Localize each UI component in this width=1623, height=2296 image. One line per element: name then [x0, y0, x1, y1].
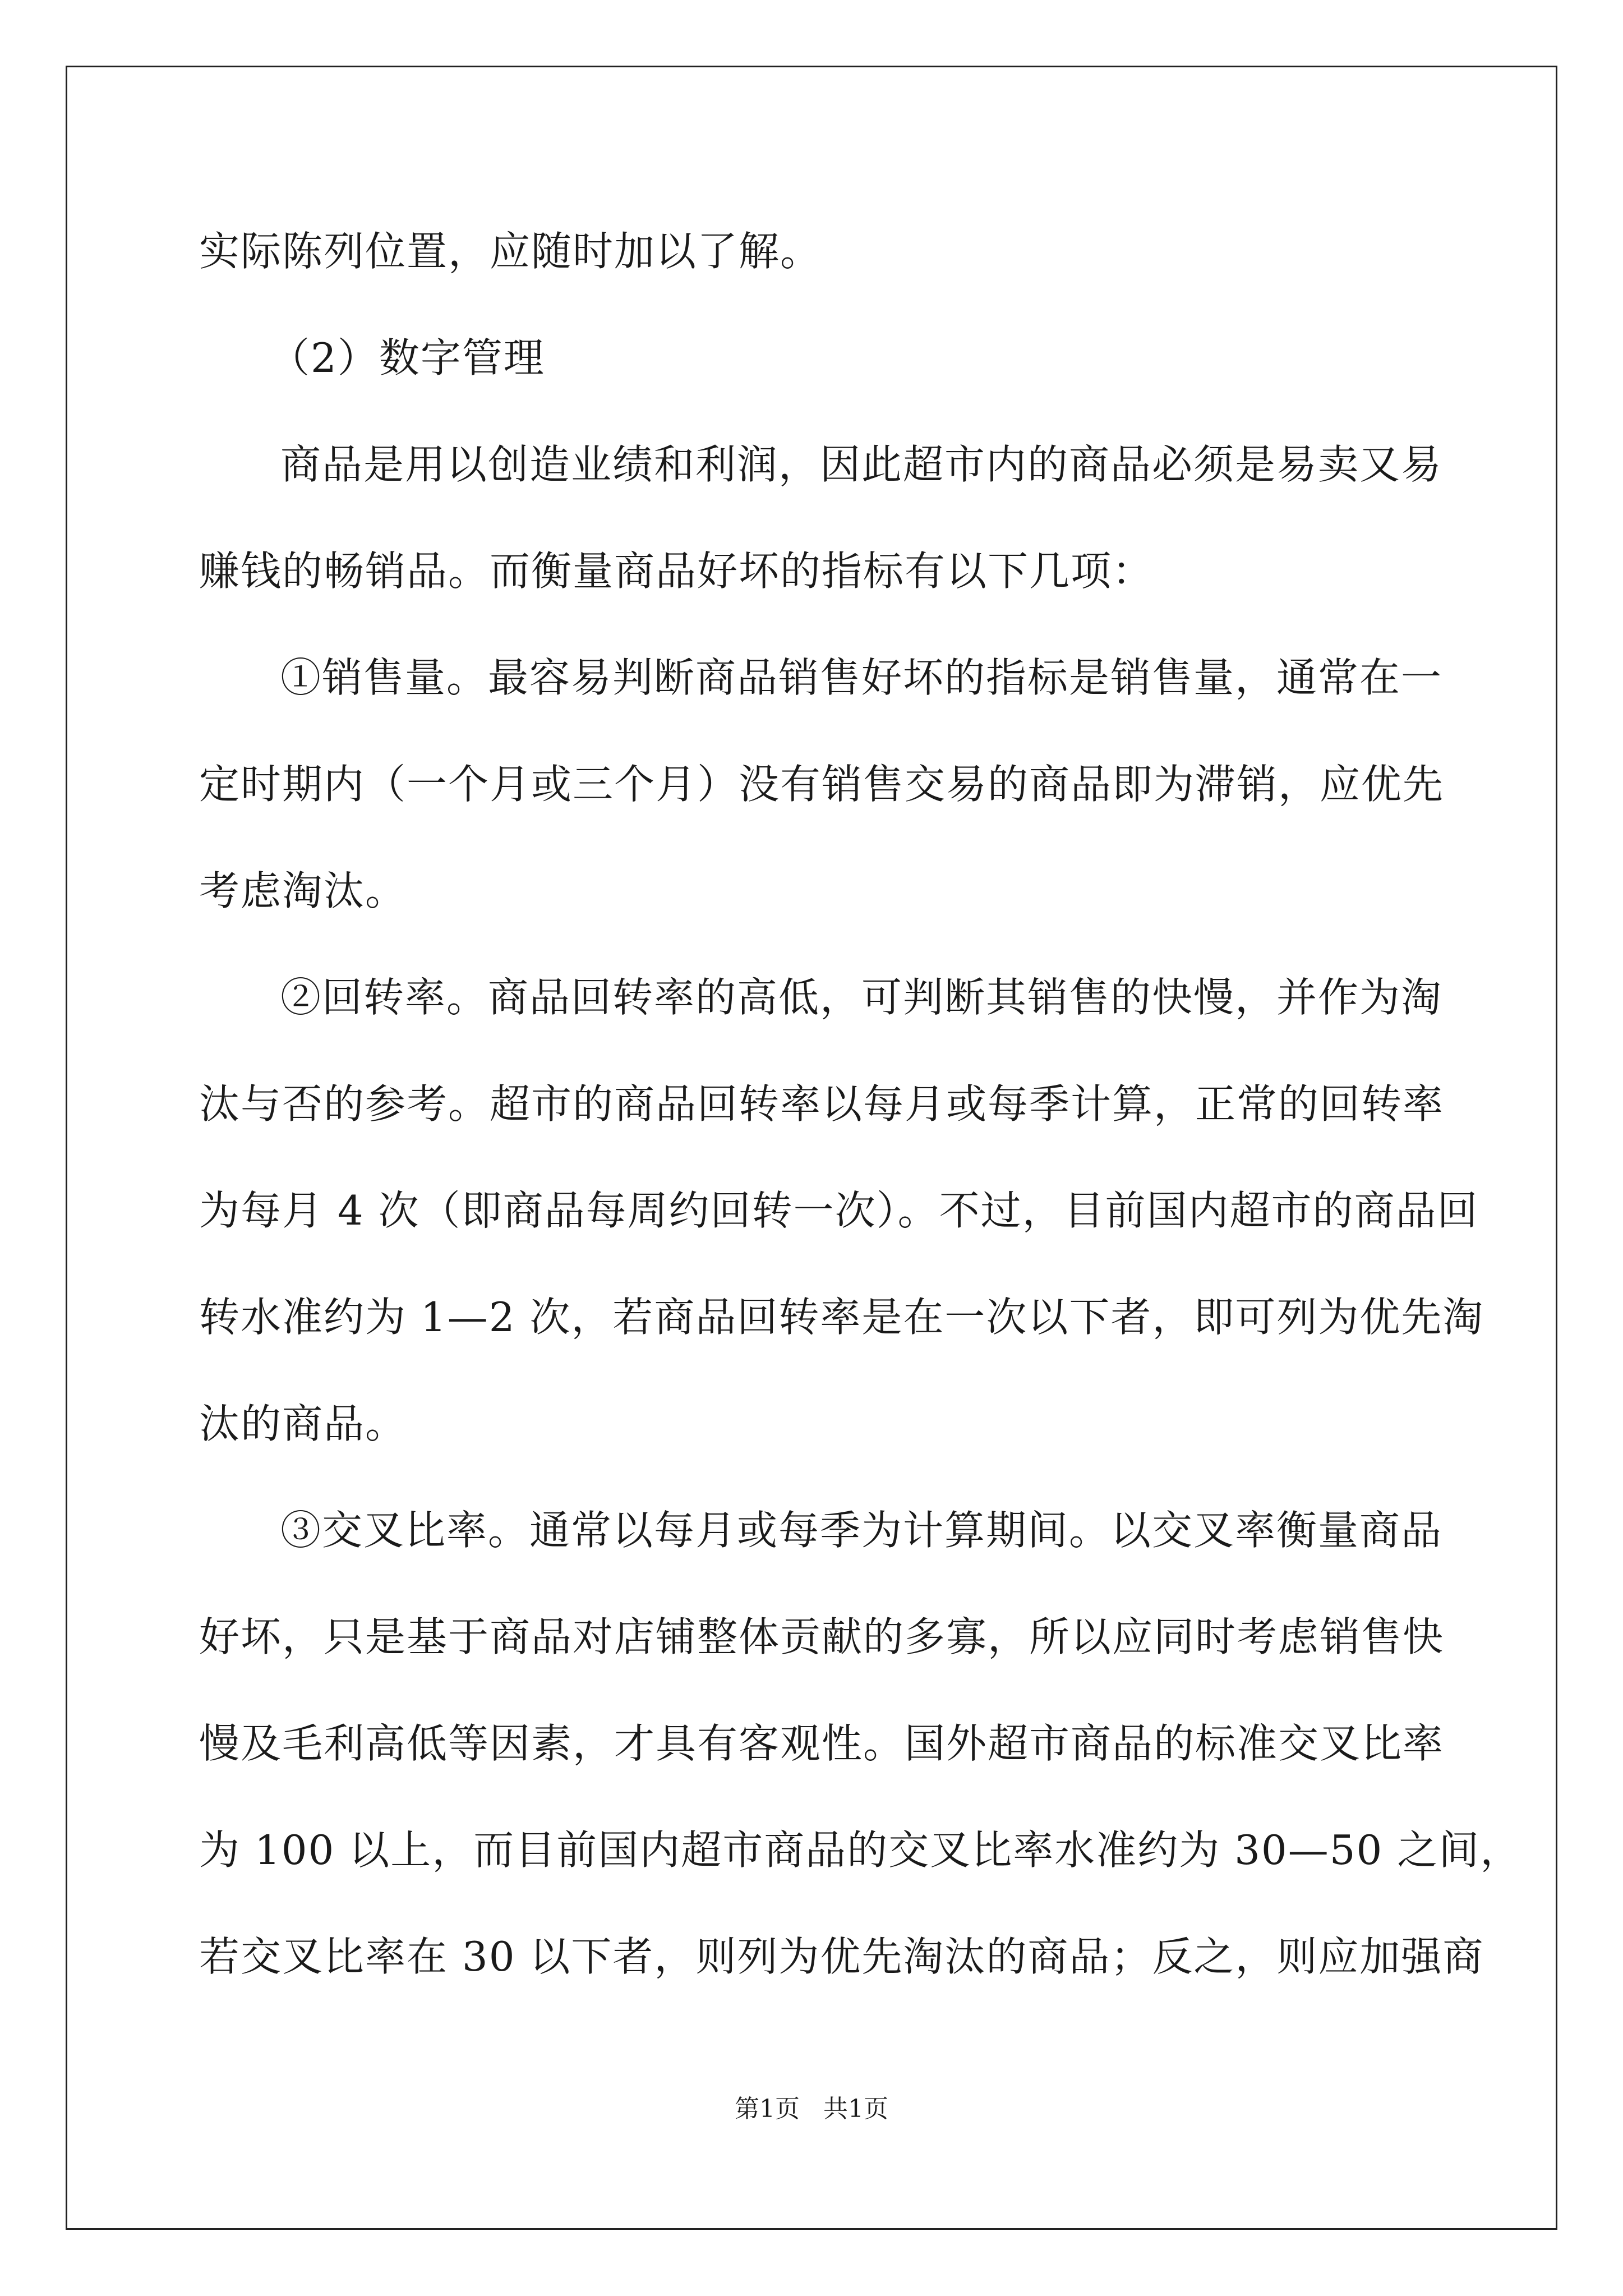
text-line: 实际陈列位置，应随时加以了解。 — [199, 228, 822, 275]
text-line: 考虑淘汰。 — [199, 867, 407, 914]
text-line: 慢及毛利高低等因素，才具有客观性。国外超市商品的标准交叉比率 — [199, 1720, 1445, 1767]
text-line: 赚钱的畅销品。而衡量商品好坏的指标有以下几项： — [199, 547, 1154, 595]
text-line: 汰的商品。 — [199, 1400, 407, 1447]
text-line: 若交叉比率在 30 以下者，则列为优先淘汰的商品；反之，则应加强商 — [199, 1933, 1484, 1980]
text-line: 好坏，只是基于商品对店铺整体贡献的多寡，所以应同时考虑销售快 — [199, 1613, 1445, 1660]
text-line: ②回转率。商品回转率的高低，可判断其销售的快慢，并作为淘 — [280, 974, 1443, 1021]
text-line: 为每月 4 次（即商品每周约回转一次）。不过，目前国内超市的商品回 — [199, 1187, 1479, 1234]
text-line: 转水准约为 1—2 次，若商品回转率是在一次以下者，即可列为优先淘 — [199, 1294, 1484, 1341]
text-line: 定时期内（一个月或三个月）没有销售交易的商品即为滞销，应优先 — [199, 761, 1445, 808]
text-line: 汰与否的参考。超市的商品回转率以每月或每季计算，正常的回转率 — [199, 1080, 1445, 1128]
text-line: ①销售量。最容易判断商品销售好坏的指标是销售量，通常在一 — [280, 654, 1443, 701]
page-footer: 第1页 共1页 — [735, 2095, 888, 2123]
text-line: 为 100 以上，而目前国内超市商品的交叉比率水准约为 30—50 之间， — [199, 1826, 1522, 1874]
section-heading: （2）数字管理 — [269, 334, 545, 381]
page-border — [66, 66, 1557, 2230]
text-line: ③交叉比率。通常以每月或每季为计算期间。以交叉率衡量商品 — [280, 1507, 1443, 1554]
text-line: 商品是用以创造业绩和利润，因此超市内的商品必须是易卖又易 — [280, 441, 1443, 488]
